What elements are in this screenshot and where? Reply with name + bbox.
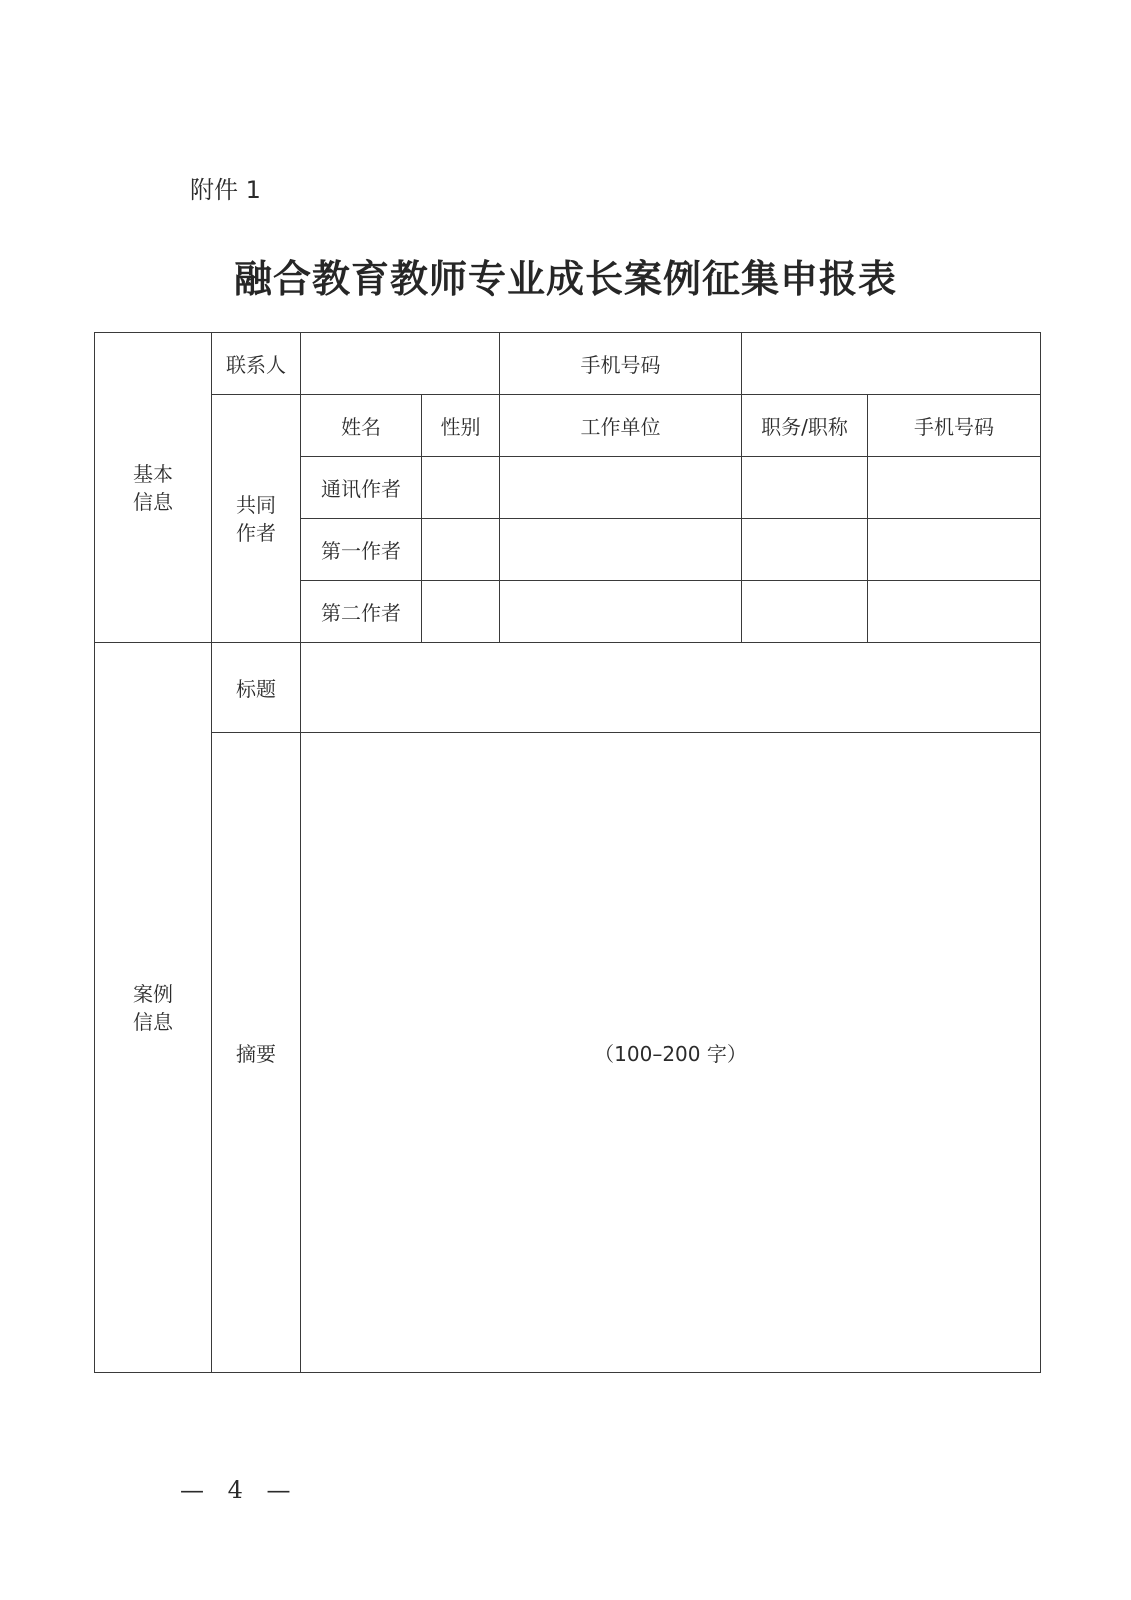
abstract-length-note: （100–200 字）	[594, 1042, 747, 1066]
column-header-name: 姓名	[301, 395, 422, 457]
page-title: 融合教育教师专业成长案例征集申报表	[233, 256, 897, 301]
phone-field[interactable]	[868, 457, 1041, 519]
abstract-label: 摘要	[212, 733, 301, 1373]
abstract-field[interactable]	[301, 733, 1041, 1373]
phone-field[interactable]	[868, 519, 1041, 581]
contact-phone-field[interactable]	[742, 333, 1041, 395]
gender-field[interactable]	[422, 457, 500, 519]
column-header-phone: 手机号码	[868, 395, 1041, 457]
coauthors-label: 共同 作者	[212, 395, 301, 643]
case-title-field[interactable]	[301, 643, 1041, 733]
unit-field[interactable]	[500, 519, 742, 581]
author-role-label: 通讯作者	[301, 457, 422, 519]
column-header-gender: 性别	[422, 395, 500, 457]
section-basic-info: 基本 信息	[95, 333, 212, 643]
phone-label: 手机号码	[500, 333, 742, 395]
unit-field[interactable]	[500, 581, 742, 643]
section-case-info: 案例 信息	[95, 643, 212, 1373]
phone-field[interactable]	[868, 581, 1041, 643]
author-role-label: 第一作者	[301, 519, 422, 581]
position-field[interactable]	[742, 519, 868, 581]
position-field[interactable]	[742, 581, 868, 643]
attachment-label: 附件 1	[190, 176, 261, 204]
case-title-label: 标题	[212, 643, 301, 733]
column-header-position: 职务/职称	[742, 395, 868, 457]
gender-field[interactable]	[422, 581, 500, 643]
unit-field[interactable]	[500, 457, 742, 519]
contact-name-field[interactable]	[301, 333, 500, 395]
position-field[interactable]	[742, 457, 868, 519]
gender-field[interactable]	[422, 519, 500, 581]
contact-label: 联系人	[212, 333, 301, 395]
author-role-label: 第二作者	[301, 581, 422, 643]
page-number: — 4 —	[180, 1476, 299, 1504]
column-header-unit: 工作单位	[500, 395, 742, 457]
application-form-table	[94, 332, 1041, 1373]
